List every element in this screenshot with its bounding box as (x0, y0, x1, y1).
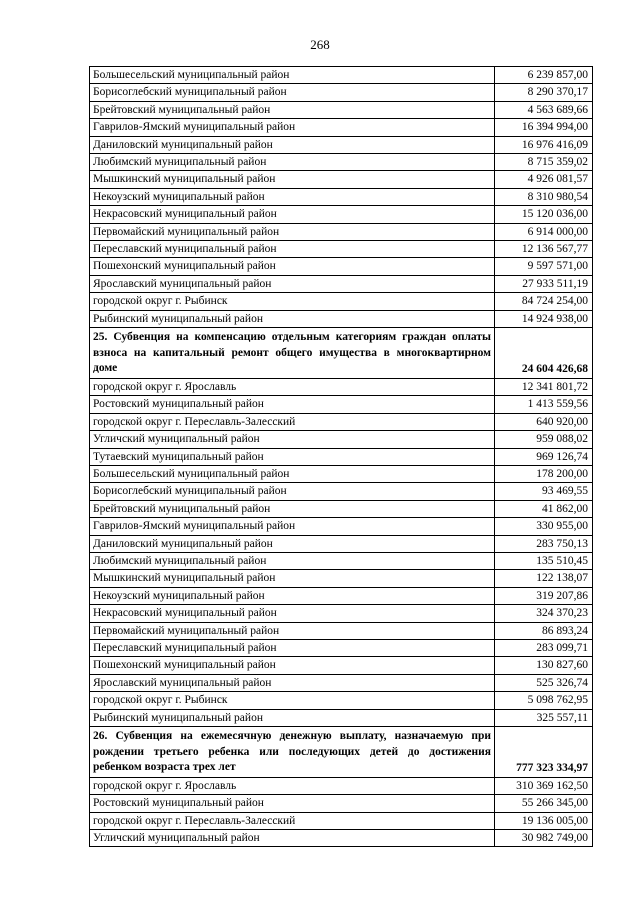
table-row (90, 448, 593, 465)
municipality-name: Любимский муниципальный район (90, 552, 495, 569)
municipality-name: Переславский муниципальный район (90, 241, 495, 258)
municipality-name: Рыбинский муниципальный район (90, 709, 495, 726)
municipality-name: Брейтовский муниципальный район (90, 101, 495, 118)
municipality-name: Некрасовский муниципальный район (90, 605, 495, 622)
table-row (90, 378, 593, 395)
table-row (90, 587, 593, 604)
amount: 6 239 857,00 (495, 67, 593, 84)
table-row (90, 518, 593, 535)
table-row (90, 84, 593, 101)
municipality-name: городской округ г. Рыбинск (90, 692, 495, 709)
amount: 283 750,13 (495, 535, 593, 552)
table-row (90, 709, 593, 726)
table-row (90, 570, 593, 587)
municipality-name: городской округ г. Ярославль (90, 777, 495, 794)
municipality-name: Ярославский муниципальный район (90, 674, 495, 691)
municipality-name: Рыбинский муниципальный район (90, 310, 495, 327)
amount: 55 266 345,00 (495, 795, 593, 812)
table-row (90, 812, 593, 829)
amount: 12 136 567,77 (495, 241, 593, 258)
amount: 324 370,23 (495, 605, 593, 622)
table-row (90, 293, 593, 310)
table-row (90, 258, 593, 275)
table-row (90, 101, 593, 118)
table-row (90, 431, 593, 448)
amount: 130 827,60 (495, 657, 593, 674)
amount: 640 920,00 (495, 413, 593, 430)
table-row (90, 223, 593, 240)
amount: 16 394 994,00 (495, 119, 593, 136)
municipality-name: городской округ г. Переславль-Залесский (90, 413, 495, 430)
municipality-name: Переславский муниципальный район (90, 639, 495, 656)
municipality-name: Тутаевский муниципальный район (90, 448, 495, 465)
municipality-name: Угличский муниципальный район (90, 830, 495, 847)
table-row (90, 67, 593, 84)
municipality-name: Угличский муниципальный район (90, 431, 495, 448)
table-row (90, 795, 593, 812)
municipality-name: Пошехонский муниципальный район (90, 657, 495, 674)
amount: 84 724 254,00 (495, 293, 593, 310)
municipality-name: Ярославский муниципальный район (90, 275, 495, 292)
municipality-name: Мышкинский муниципальный район (90, 171, 495, 188)
table-row (90, 692, 593, 709)
municipality-name: Любимский муниципальный район (90, 154, 495, 171)
municipality-name: Брейтовский муниципальный район (90, 500, 495, 517)
amount: 310 369 162,50 (495, 777, 593, 794)
municipality-name: Борисоглебский муниципальный район (90, 483, 495, 500)
amount: 8 715 359,02 (495, 154, 593, 171)
amount: 8 290 370,17 (495, 84, 593, 101)
table-row (90, 396, 593, 413)
municipality-name: Некоузский муниципальный район (90, 188, 495, 205)
amount: 959 088,02 (495, 431, 593, 448)
table-row (90, 171, 593, 188)
table-row (90, 674, 593, 691)
amount: 122 138,07 (495, 570, 593, 587)
amount: 4 563 689,66 (495, 101, 593, 118)
table-row (90, 830, 593, 847)
municipality-name: Ростовский муниципальный район (90, 396, 495, 413)
amount: 4 926 081,57 (495, 171, 593, 188)
municipality-name: Пошехонский муниципальный район (90, 258, 495, 275)
table-row (90, 154, 593, 171)
municipality-name: Гаврилов-Ямский муниципальный район (90, 119, 495, 136)
municipality-name: городской округ г. Рыбинск (90, 293, 495, 310)
amount: 135 510,45 (495, 552, 593, 569)
table-row (90, 657, 593, 674)
table-row (90, 275, 593, 292)
table-row (90, 639, 593, 656)
section-title: 25. Субвенция на компенсацию отдельным категориям граждан оплаты взноса на капитальный ремонт общего имущества в многоквартирном доме (90, 328, 495, 379)
amount: 6 914 000,00 (495, 223, 593, 240)
municipality-name: городской округ г. Ярославль (90, 378, 495, 395)
municipality-name: Ростовский муниципальный район (90, 795, 495, 812)
municipality-name: Первомайский муниципальный район (90, 223, 495, 240)
amount: 969 126,74 (495, 448, 593, 465)
section-header-row (90, 328, 593, 379)
page-number: 268 (310, 37, 330, 52)
table-row (90, 206, 593, 223)
budget-table (89, 66, 593, 847)
amount: 325 557,11 (495, 709, 593, 726)
table-row (90, 500, 593, 517)
amount: 9 597 571,00 (495, 258, 593, 275)
municipality-name: Мышкинский муниципальный район (90, 570, 495, 587)
section-total: 24 604 426,68 (495, 328, 593, 379)
amount: 86 893,24 (495, 622, 593, 639)
amount: 319 207,86 (495, 587, 593, 604)
amount: 16 976 416,09 (495, 136, 593, 153)
amount: 525 326,74 (495, 674, 593, 691)
municipality-name: Некоузский муниципальный район (90, 587, 495, 604)
table-row (90, 241, 593, 258)
table-row (90, 535, 593, 552)
amount: 178 200,00 (495, 465, 593, 482)
amount: 93 469,55 (495, 483, 593, 500)
amount: 330 955,00 (495, 518, 593, 535)
table-row (90, 483, 593, 500)
table-row (90, 622, 593, 639)
table-row (90, 605, 593, 622)
municipality-name: Большесельский муниципальный район (90, 67, 495, 84)
municipality-name: Борисоглебский муниципальный район (90, 84, 495, 101)
municipality-name: Даниловский муниципальный район (90, 535, 495, 552)
municipality-name: Некрасовский муниципальный район (90, 206, 495, 223)
municipality-name: Гаврилов-Ямский муниципальный район (90, 518, 495, 535)
table-row (90, 552, 593, 569)
table-row (90, 777, 593, 794)
amount: 5 098 762,95 (495, 692, 593, 709)
table-row (90, 413, 593, 430)
budget-table-body (90, 67, 593, 847)
table-row (90, 136, 593, 153)
amount: 30 982 749,00 (495, 830, 593, 847)
table-row (90, 310, 593, 327)
municipality-name: городской округ г. Переславль-Залесский (90, 812, 495, 829)
section-header-row (90, 727, 593, 778)
section-title: 26. Субвенция на ежемесячную денежную выплату, назначаемую при рождении третьего ребенка или последующих детей до достижения ребенком возраста трех лет (90, 727, 495, 778)
municipality-name: Даниловский муниципальный район (90, 136, 495, 153)
municipality-name: Первомайский муниципальный район (90, 622, 495, 639)
table-row (90, 188, 593, 205)
amount: 1 413 559,56 (495, 396, 593, 413)
amount: 41 862,00 (495, 500, 593, 517)
amount: 8 310 980,54 (495, 188, 593, 205)
amount: 12 341 801,72 (495, 378, 593, 395)
amount: 283 099,71 (495, 639, 593, 656)
amount: 14 924 938,00 (495, 310, 593, 327)
section-total: 777 323 334,97 (495, 727, 593, 778)
table-row (90, 119, 593, 136)
table-row (90, 465, 593, 482)
amount: 19 136 005,00 (495, 812, 593, 829)
amount: 15 120 036,00 (495, 206, 593, 223)
amount: 27 933 511,19 (495, 275, 593, 292)
municipality-name: Большесельский муниципальный район (90, 465, 495, 482)
